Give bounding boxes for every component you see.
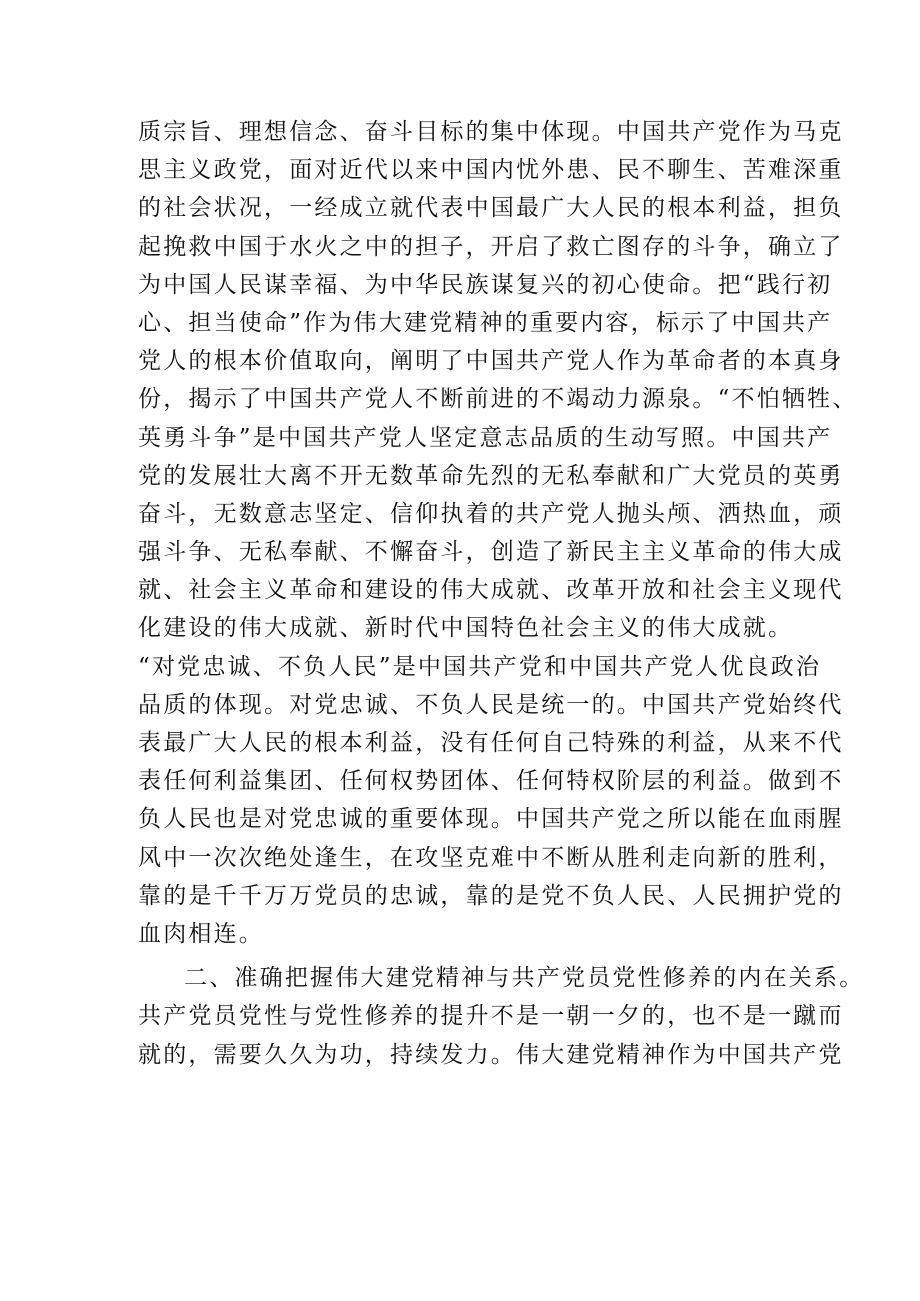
text-line: 表任何利益集团、任何权势团体、任何特权阶层的利益。做到不 (138, 768, 844, 795)
text-line: 负人民也是对党忠诚的重要体现。中国共产党之所以能在血雨腥 (138, 806, 844, 833)
text-line: 血肉相连。 (138, 920, 264, 947)
text-line: 起挽救中国于水火之中的担子，开启了救亡图存的斗争，确立了 (138, 233, 844, 260)
text-line: 份，揭示了中国共产党人不断前进的不竭动力源泉。“不怕牺牲、 (138, 386, 858, 413)
text-line: 英勇斗争”是中国共产党人坚定意志品质的生动写照。中国共产 (138, 424, 833, 451)
body-text (138, 113, 865, 1074)
text-line: 品质的体现。对党忠诚、不负人民是统一的。中国共产党始终代 (138, 691, 844, 718)
text-line: 风中一次次绝处逢生，在攻坚克难中不断从胜利走向新的胜利， (138, 844, 844, 871)
text-line: 为中国人民谋幸福、为中华民族谋复兴的初心使命。把“践行初 (138, 271, 833, 298)
text-line: 思主义政党，面对近代以来中国内忧外患、民不聊生、苦难深重 (138, 157, 844, 184)
text-line: 心、担当使命”作为伟大建党精神的重要内容，标示了中国共产 (138, 309, 833, 336)
text-line: 就、社会主义革命和建设的伟大成就、改革开放和社会主义现代 (138, 577, 844, 604)
text-line: 共产党员党性与党性修养的提升不是一朝一夕的，也不是一蹴而 (138, 1003, 844, 1030)
text-line: 党人的根本价值取向，阐明了中国共产党人作为革命者的本真身 (138, 348, 844, 375)
text-line: 奋斗，无数意志坚定、信仰执着的共产党人抛头颅、洒热血，顽 (138, 500, 844, 527)
section-heading-line: 二、准确把握伟大建党精神与共产党员党性修养的内在关系。 (184, 965, 865, 992)
text-line: 表最广大人民的根本利益，没有任何自己特殊的利益，从来不代 (138, 730, 844, 756)
text-line: “对党忠诚、不负人民”是中国共产党和中国共产党人优良政治 (138, 653, 822, 680)
text-line: 质宗旨、理想信念、奋斗目标的集中体现。中国共产党作为马克 (138, 119, 844, 145)
text-line: 党的发展壮大离不开无数革命先烈的无私奉献和广大党员的英勇 (138, 462, 844, 489)
text-line: 就的，需要久久为功，持续发力。伟大建党精神作为中国共产党 (138, 1041, 844, 1068)
text-line: 靠的是千千万万党员的忠诚，靠的是党不负人民、人民拥护党的 (138, 882, 844, 909)
text-line: 的社会状况，一经成立就代表中国最广大人民的根本利益，担负 (138, 195, 844, 222)
text-line: 化建设的伟大成就、新时代中国特色社会主义的伟大成就。 (138, 615, 794, 642)
text-line: 强斗争、无私奉献、不懈奋斗，创造了新民主主义革命的伟大成 (138, 539, 844, 566)
